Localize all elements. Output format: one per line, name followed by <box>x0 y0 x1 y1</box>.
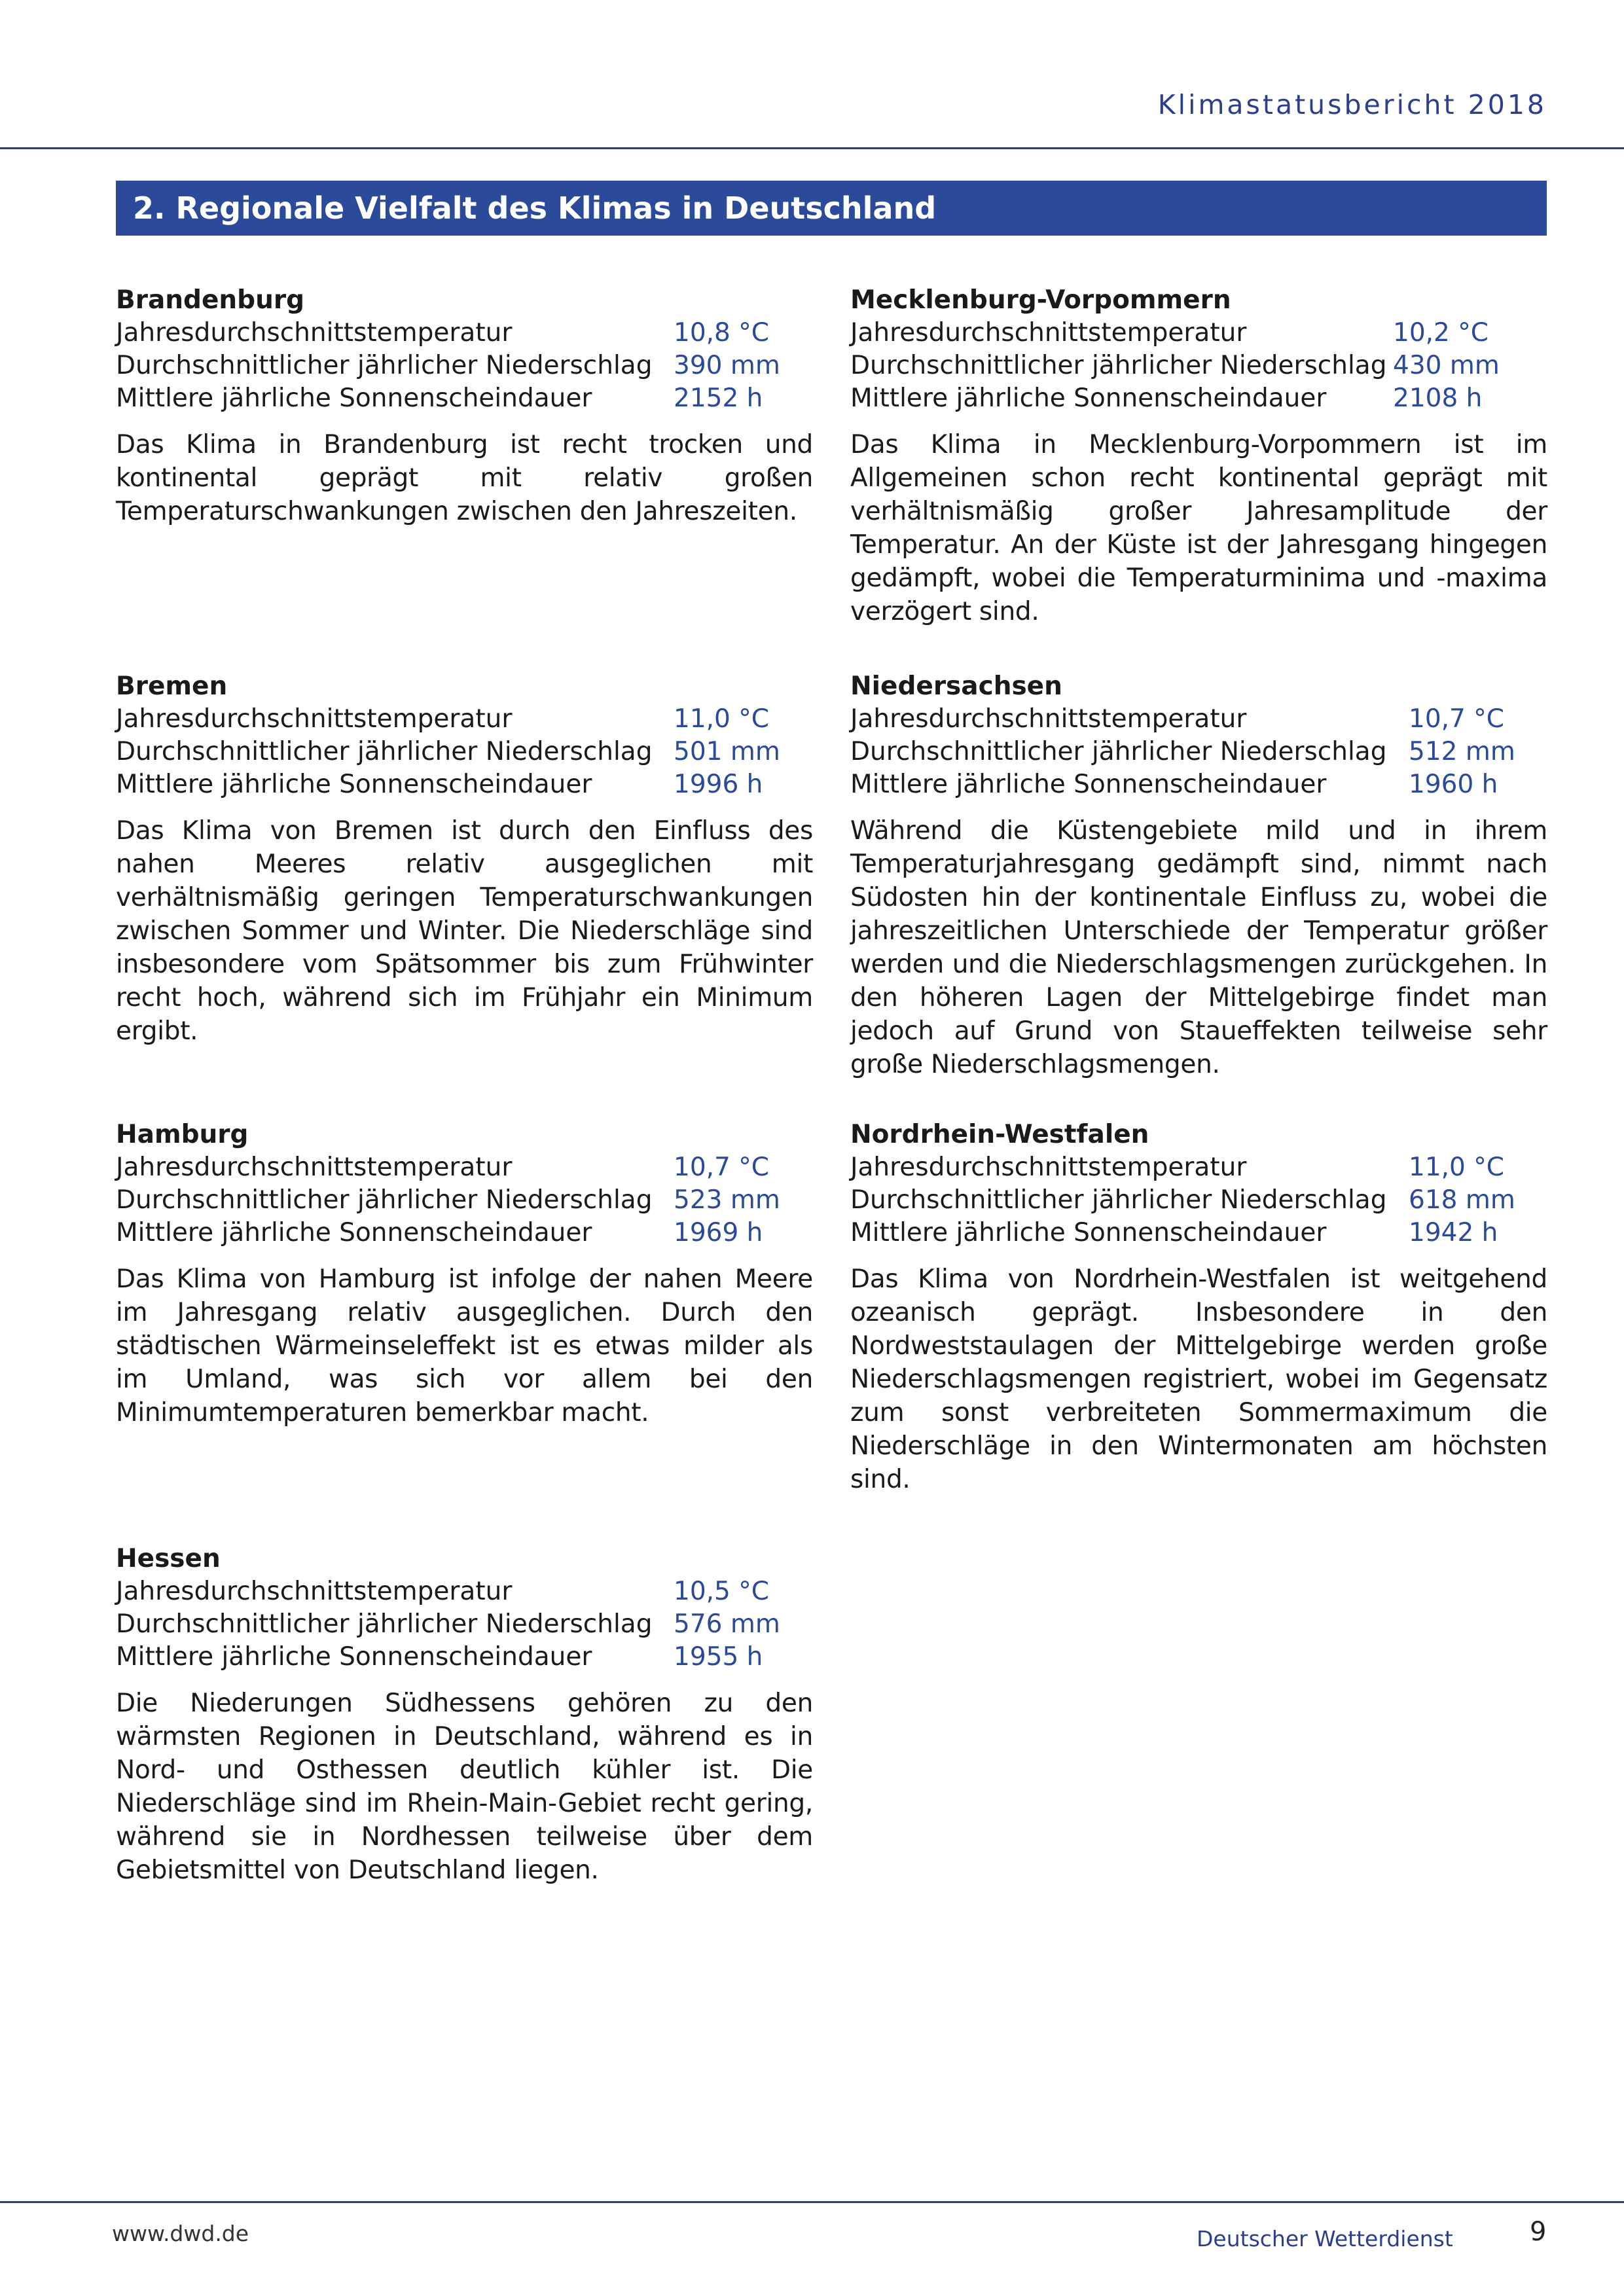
stat-value: 11,0 °C <box>1409 1153 1504 1182</box>
region-description: Das Klima in Mecklenburg-Vorpommern ist im Allgemeinen schon recht kontinental geprägt mit verhältnismäßig großer Jahresamplitude der Temperatur. An der Küste ist der Jahresgang hingegen gedämpft, wobei die Temperaturminima und -maxima verzögert sind. <box>850 430 1547 626</box>
stat-row <box>850 350 1547 382</box>
stat-label: Mittlere jährliche Sonnenscheindauer <box>850 384 1327 413</box>
header-title: Klimastatusbericht 2018 <box>1157 89 1547 120</box>
stat-row <box>116 768 813 801</box>
stat-label: Durchschnittlicher jährlicher Niederschlag <box>850 351 1387 380</box>
stat-value: 1960 h <box>1409 770 1498 799</box>
stat-row <box>116 703 813 736</box>
region-nordrhein-westfalen <box>850 1119 1547 1496</box>
stat-row <box>850 1151 1547 1184</box>
stat-row <box>116 1575 813 1608</box>
stat-row <box>116 1151 813 1184</box>
region-description: Das Klima von Nordrhein-Westfalen ist weitgehend ozeanisch geprägt. Insbesondere in den Nordweststaulagen der Mittelgebirge werden große Niederschlagsmengen registriert, wobei im Gegensatz zum sonst verbreiteten Sommermaximum die Niederschläge in den Wintermonaten am höchsten sind. <box>850 1265 1547 1494</box>
region-name: Brandenburg <box>116 285 305 315</box>
stat-label: Mittlere jährliche Sonnenscheindauer <box>850 770 1327 799</box>
stats-table <box>116 703 813 801</box>
stat-label: Mittlere jährliche Sonnenscheindauer <box>850 1218 1327 1247</box>
stat-row <box>116 382 813 415</box>
region-name: Mecklenburg-Vorpommern <box>850 285 1231 315</box>
region-description: Die Niederungen Südhessens gehören zu den wärmsten Regionen in Deutschland, während es in Nord- und Osthessen deutlich kühler ist. Die Niederschläge sind im Rhein-Main-Gebiet recht gering, während sie in Nordhessen teilweise über dem Gebietsmittel von Deutschland liegen. <box>116 1689 813 1885</box>
stat-value: 2108 h <box>1393 384 1483 413</box>
stat-row <box>116 350 813 382</box>
stat-label: Jahresdurchschnittstemperatur <box>850 318 1247 348</box>
stat-label: Durchschnittlicher jährlicher Niederschlag <box>116 351 653 380</box>
region-description: Das Klima von Hamburg ist infolge der nahen Meere im Jahresgang relativ ausgeglichen. Durch den städtischen Wärmeinseleffekt ist es etwas milder als im Umland, was sich vor allem bei den Minimumtemperaturen bemerkbar macht. <box>116 1265 813 1427</box>
header-rule <box>0 147 1624 149</box>
stat-label: Mittlere jährliche Sonnenscheindauer <box>116 384 592 413</box>
stat-value: 1942 h <box>1409 1218 1498 1247</box>
footer-org: Deutscher Wetterdienst <box>1197 2226 1453 2251</box>
stat-row <box>116 1184 813 1217</box>
stat-label: Jahresdurchschnittstemperatur <box>850 704 1247 734</box>
stat-value: 430 mm <box>1393 351 1500 380</box>
stat-label: Durchschnittlicher jährlicher Niederschlag <box>116 1185 653 1215</box>
region-name: Hessen <box>116 1544 221 1573</box>
stat-value: 390 mm <box>674 351 780 380</box>
stat-label: Jahresdurchschnittstemperatur <box>116 704 513 734</box>
region-name: Hamburg <box>116 1120 249 1149</box>
stat-value: 10,7 °C <box>674 1153 769 1182</box>
stat-label: Durchschnittlicher jährlicher Niederschlag <box>850 737 1387 766</box>
stat-row <box>116 1641 813 1674</box>
region-brandenburg <box>116 284 813 528</box>
region-name: Nordrhein-Westfalen <box>850 1120 1149 1149</box>
stat-value: 1969 h <box>674 1218 763 1247</box>
stat-value: 512 mm <box>1409 737 1515 766</box>
stat-value: 10,7 °C <box>1409 704 1504 734</box>
stat-row <box>116 736 813 768</box>
stat-row <box>850 1184 1547 1217</box>
region-hessen <box>116 1543 813 1887</box>
stat-value: 11,0 °C <box>674 704 769 734</box>
stat-value: 618 mm <box>1409 1185 1515 1215</box>
footer-rule <box>0 2201 1624 2203</box>
stat-row <box>850 382 1547 415</box>
stats-table <box>850 703 1547 801</box>
stat-label: Jahresdurchschnittstemperatur <box>116 1153 513 1182</box>
stat-value: 1996 h <box>674 770 763 799</box>
stat-label: Mittlere jährliche Sonnenscheindauer <box>116 1642 592 1672</box>
stat-value: 10,5 °C <box>674 1577 769 1606</box>
region-name: Niedersachsen <box>850 672 1062 701</box>
page-number: 9 <box>1530 2217 1547 2247</box>
stat-row <box>850 317 1547 350</box>
stat-row <box>116 1217 813 1249</box>
footer-url[interactable]: www.dwd.de <box>112 2221 249 2246</box>
stat-value: 576 mm <box>674 1609 780 1639</box>
stats-table <box>116 317 813 415</box>
stat-row <box>116 317 813 350</box>
stat-label: Durchschnittlicher jährlicher Niederschlag <box>116 737 653 766</box>
stat-label: Jahresdurchschnittstemperatur <box>116 318 513 348</box>
region-description: Während die Küstengebiete mild und in ihrem Temperaturjahresgang gedämpft sind, nimmt nach Südosten hin der kontinentale Einfluss zu, wobei die jahreszeitlichen Unterschiede der Temperatur größer werden und die Niederschlagsmengen zurückgehen. In den höheren Lagen der Mittelgebirge findet man jedoch auf Grund von Staueffekten teilweise sehr große Niederschlagsmengen. <box>850 816 1547 1079</box>
stat-row <box>116 1608 813 1641</box>
region-hamburg <box>116 1119 813 1429</box>
region-name: Bremen <box>116 672 228 701</box>
region-description: Das Klima von Bremen ist durch den Einfluss des nahen Meeres relativ ausgeglichen mit verhältnismäßig geringen Temperaturschwankungen zwischen Sommer und Winter. Die Niederschläge sind insbesondere vom Spätsommer bis zum Frühwinter recht hoch, während sich im Frühjahr ein Minimum ergibt. <box>116 816 813 1046</box>
stat-row <box>850 768 1547 801</box>
region-description: Das Klima in Brandenburg ist recht trocken und kontinental geprägt mit relativ großen Temperaturschwankungen zwischen den Jahreszeiten. <box>116 430 813 526</box>
stats-table <box>850 317 1547 415</box>
stat-value: 1955 h <box>674 1642 763 1672</box>
stats-table <box>116 1151 813 1249</box>
stats-table <box>850 1151 1547 1249</box>
stat-label: Jahresdurchschnittstemperatur <box>116 1577 513 1606</box>
region-mecklenburg-vorpommern <box>850 284 1547 628</box>
stat-value: 10,2 °C <box>1393 318 1489 348</box>
stat-value: 523 mm <box>674 1185 780 1215</box>
stat-row <box>850 736 1547 768</box>
stat-label: Jahresdurchschnittstemperatur <box>850 1153 1247 1182</box>
stat-label: Durchschnittlicher jährlicher Niederschlag <box>850 1185 1387 1215</box>
stat-value: 2152 h <box>674 384 763 413</box>
stat-row <box>850 703 1547 736</box>
region-niedersachsen <box>850 670 1547 1081</box>
section-title: 2. Regionale Vielfalt des Klimas in Deutschland <box>116 181 1547 236</box>
stat-row <box>850 1217 1547 1249</box>
region-bremen <box>116 670 813 1048</box>
stats-table <box>116 1575 813 1674</box>
stat-value: 501 mm <box>674 737 780 766</box>
stat-value: 10,8 °C <box>674 318 769 348</box>
stat-label: Durchschnittlicher jährlicher Niederschlag <box>116 1609 653 1639</box>
stat-label: Mittlere jährliche Sonnenscheindauer <box>116 1218 592 1247</box>
stat-label: Mittlere jährliche Sonnenscheindauer <box>116 770 592 799</box>
